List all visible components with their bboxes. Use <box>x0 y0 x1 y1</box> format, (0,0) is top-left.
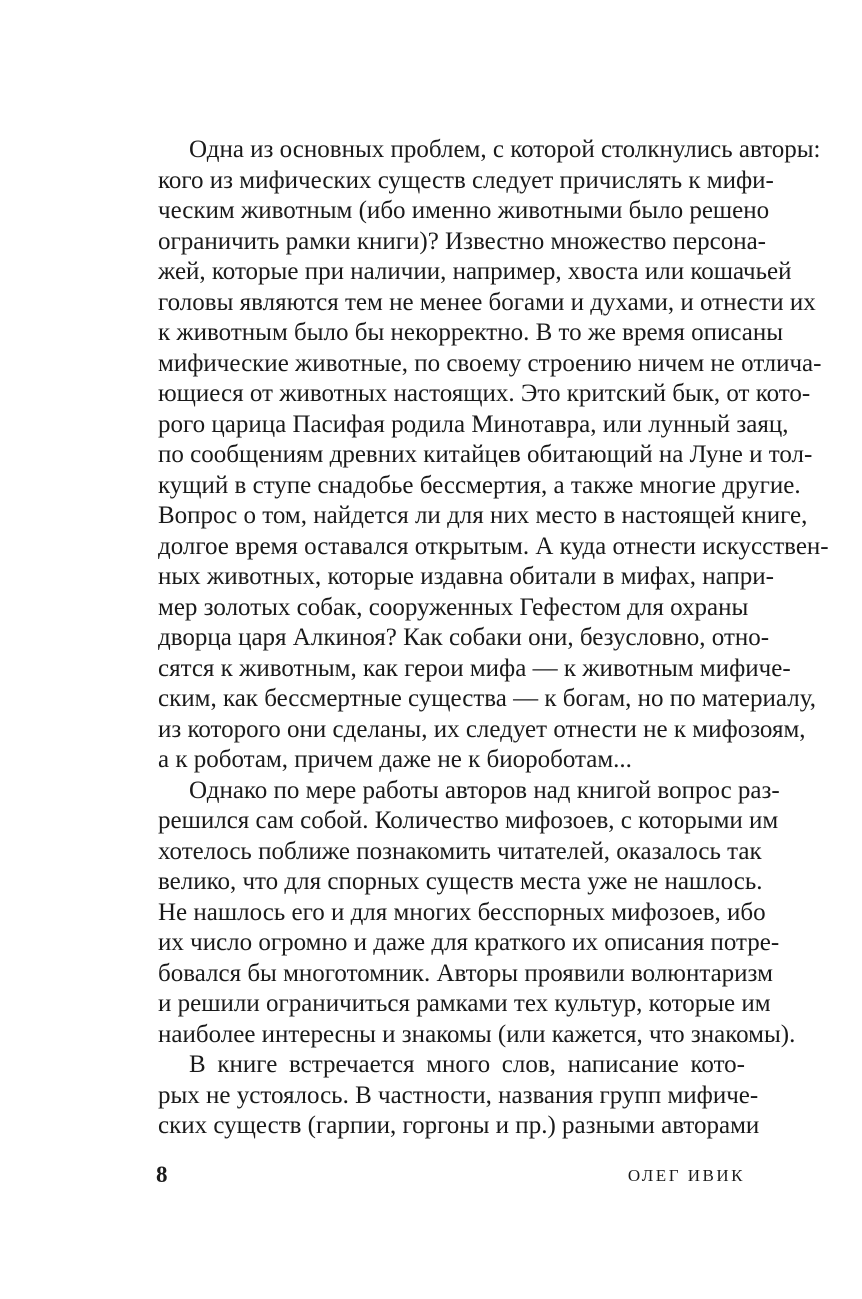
text-line: ских существ (гарпии, горгоны и пр.) разными авторами <box>158 1112 760 1139</box>
text-line: ским, как бессмертные существа — к богам, но по материалу, <box>158 685 816 712</box>
running-footer-author: ОЛЕГ ИВИК <box>627 1166 745 1185</box>
text-line: Однако по мере работы авторов над книгой вопрос раз- <box>189 776 780 804</box>
body-text <box>158 135 829 1142</box>
text-line: мер золотых собак, сооруженных Гефестом для охраны <box>158 593 749 621</box>
text-line: кущий в ступе снадобье бессмертия, а также многие другие. <box>158 471 801 499</box>
text-line: бовался бы многотомник. Авторы проявили волюнтаризм <box>158 959 773 987</box>
text-line: а к роботам, причем даже не к биороботам... <box>158 746 632 773</box>
text-line: и решили ограничиться рамками тех культур, которые им <box>158 990 771 1017</box>
text-line: наиболее интересны и знакомы (или кажется, что знакомы). <box>158 1020 796 1048</box>
text-line: рого царица Пасифая родила Минотавра, или лунный заяц, <box>158 410 789 438</box>
text-line: велико, что для спорных существ места уже не нашлось. <box>158 868 763 895</box>
text-line: решился сам собой. Количество мифозоев, с которыми им <box>158 807 779 834</box>
text-line: дворца царя Алкиноя? Как собаки они, безусловно, отно- <box>158 624 770 651</box>
text-line: ограничить рамки книги)? Известно множество персона- <box>158 227 767 255</box>
text-line: ческим животным (ибо именно животными было решено <box>158 197 770 224</box>
text-line: ных животных, которые издавна обитали в мифах, напри- <box>158 563 774 590</box>
text-line: рых не устоялось. В частности, названия групп мифиче- <box>158 1081 759 1109</box>
text-line: по сообщениям древних китайцев обитающий на Луне и тол- <box>158 441 813 468</box>
text-line: Одна из основных проблем, с которой столкнулись авторы: <box>189 136 821 163</box>
text-line: к животным было бы некорректно. В то же время описаны <box>158 319 784 346</box>
text-line: кого из мифических существ следует причислять к мифи- <box>158 166 774 194</box>
text-line: их число огромно и даже для краткого их описания потре- <box>158 929 780 956</box>
text-line: мифические животные, по своему строению ничем не отлича- <box>158 349 822 377</box>
text-line: сятся к животным, как герои мифа — к животным мифиче- <box>158 654 791 682</box>
text-line: головы являются тем не менее богами и духами, и отнести их <box>158 288 816 316</box>
text-line: хотелось поближе познакомить читателей, оказалось так <box>158 837 762 865</box>
text-line: Не нашлось его и для многих бесспорных мифозоев, ибо <box>158 898 766 926</box>
text-line: Вопрос о том, найдется ли для них место в настоящей книге, <box>158 502 808 529</box>
text-line: долгое время оставался открытым. А куда отнести искусствен- <box>158 532 829 560</box>
text-line: В книге встречается много слов, написание кото- <box>189 1051 745 1078</box>
text-line: жей, которые при наличии, например, хвоста или кошачьей <box>158 258 792 285</box>
page-number: 8 <box>156 1162 168 1187</box>
text-line: ющиеся от животных настоящих. Это критский бык, от кото- <box>158 380 811 407</box>
text-line: из которого они сделаны, их следует отнести не к мифозоям, <box>158 715 806 743</box>
